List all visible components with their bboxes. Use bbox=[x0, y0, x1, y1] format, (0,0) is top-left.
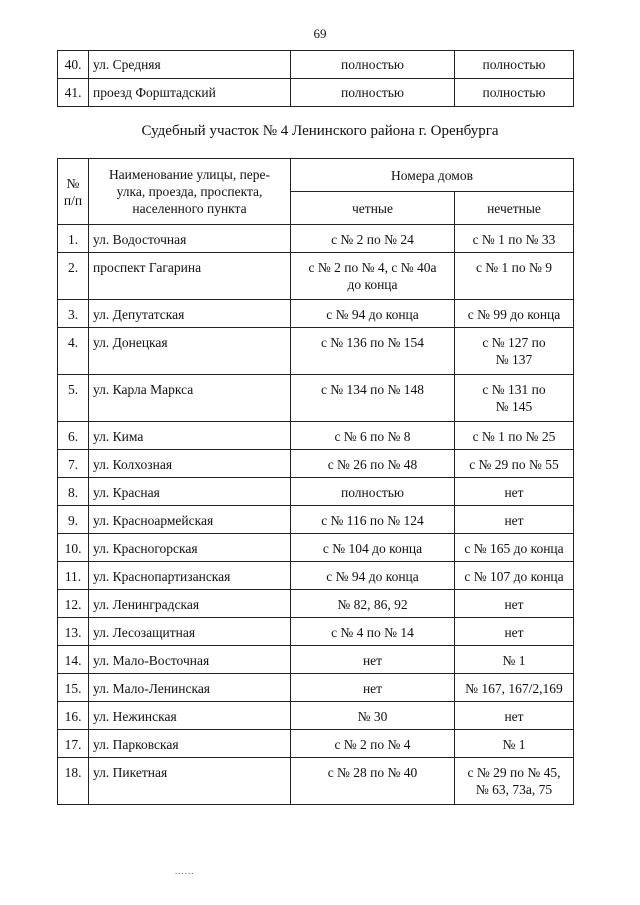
table-row bbox=[58, 730, 574, 758]
street-name: ул. Водосточная bbox=[89, 225, 291, 253]
odd-houses: полностью bbox=[455, 79, 574, 107]
odd-houses: с № 1 по № 9 bbox=[455, 253, 574, 300]
even-houses: с № 134 по № 148 bbox=[291, 375, 455, 422]
header-houses: Номера домов bbox=[291, 159, 574, 192]
odd-houses: с № 165 до конца bbox=[455, 534, 574, 562]
even-houses: с № 26 по № 48 bbox=[291, 450, 455, 478]
even-houses: № 30 bbox=[291, 702, 455, 730]
continuation-table-body bbox=[58, 51, 574, 107]
header-number bbox=[58, 159, 89, 225]
row-number: 4. bbox=[58, 328, 89, 375]
table-row bbox=[58, 618, 574, 646]
row-number: 40. bbox=[58, 51, 89, 79]
header-name-line1: Наименование улицы, пере- bbox=[108, 167, 271, 182]
odd-houses: нет bbox=[455, 506, 574, 534]
street-name: ул. Мало-Восточная bbox=[89, 646, 291, 674]
even-houses: полностью bbox=[291, 79, 455, 107]
row-number: 3. bbox=[58, 300, 89, 328]
odd-houses-line1: с № 131 по bbox=[482, 382, 546, 397]
row-number: 13. bbox=[58, 618, 89, 646]
row-number: 12. bbox=[58, 590, 89, 618]
table-row bbox=[58, 253, 574, 300]
row-number: 17. bbox=[58, 730, 89, 758]
street-name: ул. Парковская bbox=[89, 730, 291, 758]
table-row bbox=[58, 375, 574, 422]
row-number: 16. bbox=[58, 702, 89, 730]
table-header bbox=[58, 159, 574, 225]
continuation-table bbox=[57, 50, 574, 107]
street-name: ул. Донецкая bbox=[89, 328, 291, 375]
odd-houses: нет bbox=[455, 590, 574, 618]
table-row bbox=[58, 562, 574, 590]
street-name: проспект Гагарина bbox=[89, 253, 291, 300]
odd-houses bbox=[455, 758, 574, 805]
even-houses: с № 104 до конца bbox=[291, 534, 455, 562]
table-row bbox=[58, 225, 574, 253]
even-houses: с № 6 по № 8 bbox=[291, 422, 455, 450]
header-number-line2: п/п bbox=[63, 192, 83, 208]
table-row bbox=[58, 534, 574, 562]
footer-mark: ...... bbox=[175, 866, 195, 876]
street-name: ул. Ленинградская bbox=[89, 590, 291, 618]
even-houses: с № 116 по № 124 bbox=[291, 506, 455, 534]
odd-houses: с № 1 по № 25 bbox=[455, 422, 574, 450]
table-row bbox=[58, 478, 574, 506]
row-number: 15. bbox=[58, 674, 89, 702]
table-row bbox=[58, 758, 574, 805]
row-number: 14. bbox=[58, 646, 89, 674]
even-houses-line2: до конца bbox=[347, 277, 398, 292]
row-number: 9. bbox=[58, 506, 89, 534]
row-number: 2. bbox=[58, 253, 89, 300]
table-row bbox=[58, 51, 574, 79]
even-houses: с № 94 до конца bbox=[291, 300, 455, 328]
table-row bbox=[58, 328, 574, 375]
even-houses bbox=[291, 253, 455, 300]
header-name bbox=[89, 159, 291, 225]
street-name: ул. Депутатская bbox=[89, 300, 291, 328]
header-name-line3: населенного пункта bbox=[132, 201, 247, 216]
even-houses: с № 94 до конца bbox=[291, 562, 455, 590]
header-even: четные bbox=[291, 192, 455, 225]
even-houses: с № 4 по № 14 bbox=[291, 618, 455, 646]
odd-houses: с № 107 до конца bbox=[455, 562, 574, 590]
street-name: ул. Лесозащитная bbox=[89, 618, 291, 646]
street-name: ул. Кима bbox=[89, 422, 291, 450]
street-name: ул. Пикетная bbox=[89, 758, 291, 805]
street-name: ул. Колхозная bbox=[89, 450, 291, 478]
section-title: Судебный участок № 4 Ленинского района г. Оренбурга bbox=[141, 123, 499, 139]
row-number: 10. bbox=[58, 534, 89, 562]
row-number: 18. bbox=[58, 758, 89, 805]
row-number: 11. bbox=[58, 562, 89, 590]
even-houses: с № 2 по № 24 bbox=[291, 225, 455, 253]
even-houses: полностью bbox=[291, 478, 455, 506]
street-name: ул. Красноармейская bbox=[89, 506, 291, 534]
header-number-line1: № bbox=[66, 175, 80, 191]
row-number: 5. bbox=[58, 375, 89, 422]
row-number: 7. bbox=[58, 450, 89, 478]
odd-houses: № 1 bbox=[455, 646, 574, 674]
header-odd: нечетные bbox=[455, 192, 574, 225]
odd-houses: полностью bbox=[455, 51, 574, 79]
even-houses: с № 136 по № 154 bbox=[291, 328, 455, 375]
table-row bbox=[58, 702, 574, 730]
row-number: 8. bbox=[58, 478, 89, 506]
street-name: ул. Краснопартизанская bbox=[89, 562, 291, 590]
street-name: проезд Форштадский bbox=[89, 79, 291, 107]
even-houses: нет bbox=[291, 674, 455, 702]
table-row bbox=[58, 450, 574, 478]
row-number: 41. bbox=[58, 79, 89, 107]
street-name: ул. Нежинская bbox=[89, 702, 291, 730]
street-name: ул. Красногорская bbox=[89, 534, 291, 562]
odd-houses: с № 99 до конца bbox=[455, 300, 574, 328]
streets-table bbox=[57, 158, 574, 805]
odd-houses-line2: № 63, 73а, 75 bbox=[475, 782, 553, 797]
header-name-line2: улка, проезда, проспекта, bbox=[116, 184, 263, 199]
street-name: ул. Карла Маркса bbox=[89, 375, 291, 422]
table-row bbox=[58, 422, 574, 450]
even-houses: с № 28 по № 40 bbox=[291, 758, 455, 805]
odd-houses bbox=[455, 375, 574, 422]
odd-houses-line2: № 145 bbox=[495, 399, 533, 414]
table-row bbox=[58, 79, 574, 107]
even-houses: № 82, 86, 92 bbox=[291, 590, 455, 618]
page-number: 69 bbox=[313, 26, 327, 41]
street-name: ул. Средняя bbox=[89, 51, 291, 79]
even-houses-line1: с № 2 по № 4, с № 40а bbox=[308, 260, 437, 275]
even-houses: с № 2 по № 4 bbox=[291, 730, 455, 758]
odd-houses-line1: с № 29 по № 45, bbox=[467, 765, 561, 780]
odd-houses-line1: с № 127 по bbox=[482, 335, 546, 350]
table-row bbox=[58, 590, 574, 618]
odd-houses: с № 1 по № 33 bbox=[455, 225, 574, 253]
street-name: ул. Мало-Ленинская bbox=[89, 674, 291, 702]
table-row bbox=[58, 674, 574, 702]
street-name: ул. Красная bbox=[89, 478, 291, 506]
odd-houses: № 1 bbox=[455, 730, 574, 758]
row-number: 6. bbox=[58, 422, 89, 450]
even-houses: нет bbox=[291, 646, 455, 674]
table-body bbox=[58, 225, 574, 805]
odd-houses: нет bbox=[455, 702, 574, 730]
odd-houses bbox=[455, 328, 574, 375]
table-row bbox=[58, 506, 574, 534]
even-houses: полностью bbox=[291, 51, 455, 79]
odd-houses: с № 29 по № 55 bbox=[455, 450, 574, 478]
row-number: 1. bbox=[58, 225, 89, 253]
table-row bbox=[58, 646, 574, 674]
odd-houses: нет bbox=[455, 478, 574, 506]
table-row bbox=[58, 300, 574, 328]
odd-houses: № 167, 167/2,169 bbox=[455, 674, 574, 702]
odd-houses: нет bbox=[455, 618, 574, 646]
odd-houses-line2: № 137 bbox=[495, 352, 533, 367]
